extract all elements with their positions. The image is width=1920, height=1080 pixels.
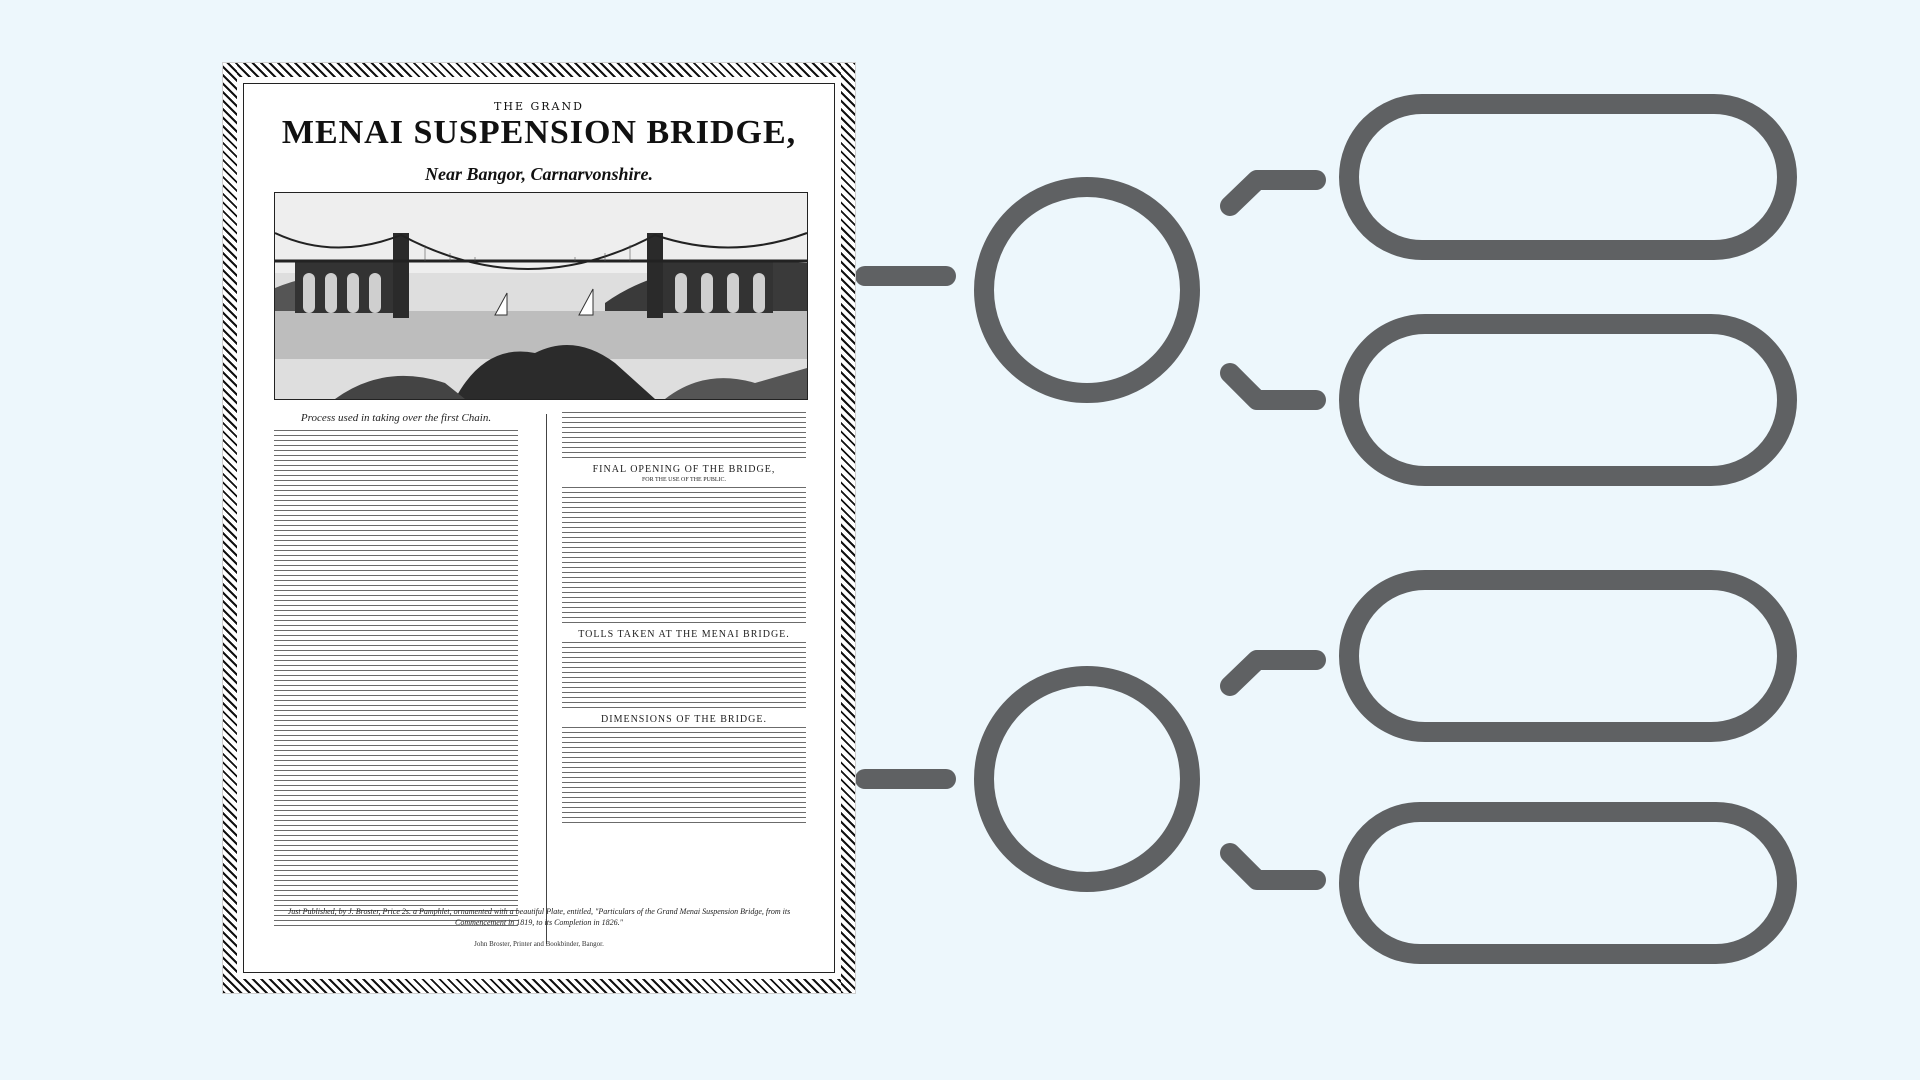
poster-border-right — [841, 63, 855, 993]
final-opening-subtitle: FOR THE USE OF THE PUBLIC. — [641, 477, 727, 483]
right-column — [562, 412, 806, 952]
connector-top-upper — [1230, 180, 1316, 206]
pill-node-3 — [1349, 580, 1787, 732]
poster-subtitle: Near Bangor, Carnarvonshire. — [424, 164, 654, 184]
poster-footer-note: Just Published, by J. Broster, Price 2s. a Pamphlet, ornamented with a beautiful Plate, entitled, "Particulars of the Grand Menai Suspension Bridge, from its Commencement in 1819, to its Completion in 1826." — [287, 907, 791, 927]
poster-kicker: THE GRAND — [494, 100, 584, 113]
connector-bottom-lower — [1230, 853, 1316, 880]
tolls-text — [562, 642, 806, 708]
connector-top-lower — [1230, 373, 1316, 400]
node-circle-top — [984, 187, 1190, 393]
left-column-text — [274, 430, 518, 926]
poster-border-left — [223, 63, 237, 993]
node-circle-bottom — [984, 676, 1190, 882]
poster-border-bottom — [223, 979, 855, 993]
left-section-title: Process used in taking over the first Chain. — [300, 412, 492, 424]
tolls-title: TOLLS TAKEN AT THE MENAI BRIDGE. — [578, 629, 790, 640]
connector-bottom-upper — [1230, 660, 1316, 686]
column-divider — [546, 414, 547, 944]
final-opening-title: FINAL OPENING OF THE BRIDGE, — [592, 464, 776, 475]
dimensions-title: DIMENSIONS OF THE BRIDGE. — [601, 714, 767, 725]
pill-node-1 — [1349, 104, 1787, 250]
bridge-engraving — [274, 192, 808, 400]
dimensions-text — [562, 727, 806, 823]
poster-body — [243, 83, 835, 973]
menai-bridge-poster — [223, 63, 855, 993]
poster-title: MENAI SUSPENSION BRIDGE, — [281, 114, 797, 151]
poster-printer-credit: John Broster, Printer and Bookbinder, Bangor. — [474, 940, 604, 948]
right-column-text-1 — [562, 412, 806, 458]
pill-node-4 — [1349, 812, 1787, 954]
pill-node-2 — [1349, 324, 1787, 476]
poster-border-top — [223, 63, 855, 77]
right-column-text-2 — [562, 487, 806, 623]
left-column — [274, 412, 518, 952]
